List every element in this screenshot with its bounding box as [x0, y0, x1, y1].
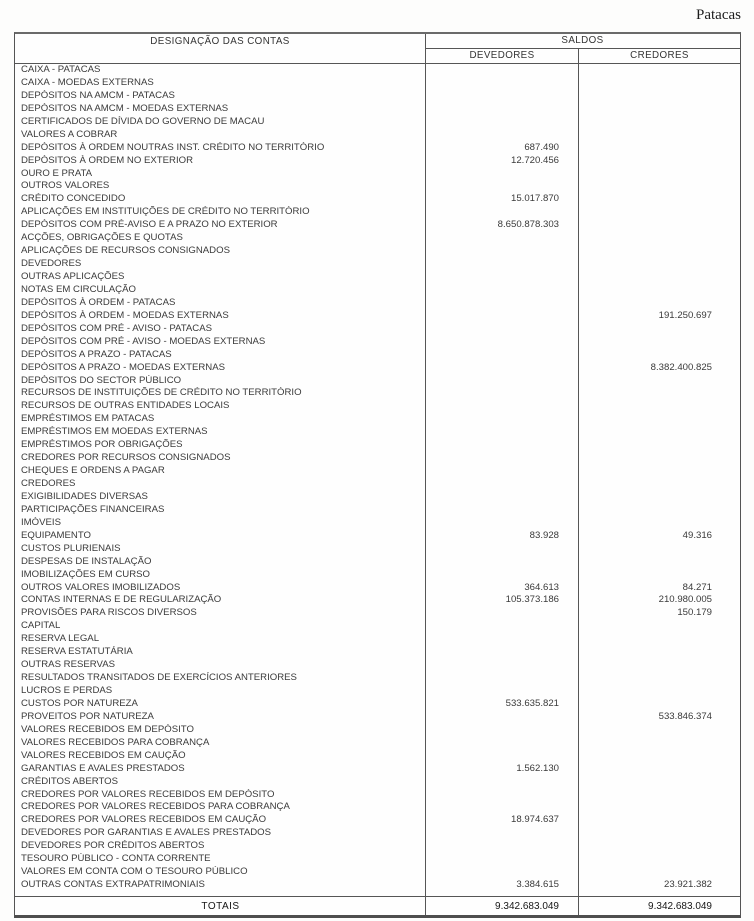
table-row: [15, 439, 740, 452]
account-name: OUTRAS RESERVAS: [21, 659, 116, 671]
account-name: DEPÓSITOS A PRAZO - PATACAS: [21, 348, 172, 360]
table-row: [15, 465, 740, 478]
devedores-value: [426, 180, 579, 193]
account-name: CREDORES POR RECURSOS CONSIGNADOS: [21, 452, 231, 464]
table-row: [15, 206, 740, 219]
header-designacao: DESIGNAÇÃO DAS CONTAS: [150, 36, 290, 47]
credores-value: [579, 219, 740, 232]
devedores-value: [426, 400, 579, 413]
account-name: DEPÓSITOS COM PRÉ - AVISO - MOEDAS EXTERNAS: [21, 335, 266, 347]
totals-label: TOTAIS: [201, 900, 240, 912]
table-row: [15, 814, 740, 827]
account-name: OUTRAS CONTAS EXTRAPATRIMONIAIS: [21, 879, 205, 891]
devedores-value: [426, 206, 579, 219]
devedores-value: 12.720.456: [510, 154, 559, 166]
account-name: VALORES RECEBIDOS PARA COBRANÇA: [21, 736, 210, 748]
credores-value: [579, 297, 740, 310]
table-row: [15, 426, 740, 439]
devedores-value: [426, 439, 579, 452]
credores-value: [579, 853, 740, 866]
account-name: OUTROS VALORES: [21, 180, 110, 192]
account-name: RECURSOS DE OUTRAS ENTIDADES LOCAIS: [21, 400, 230, 412]
account-name: DEPÓSITOS COM PRÉ - AVISO - PATACAS: [21, 322, 213, 334]
devedores-value: [426, 245, 579, 258]
account-name: CREDORES POR VALORES RECEBIDOS PARA COBRANÇA: [21, 801, 290, 813]
credores-value: 23.921.382: [663, 879, 712, 891]
devedores-value: [426, 323, 579, 336]
devedores-value: [426, 116, 579, 129]
devedores-value: 364.613: [524, 581, 559, 593]
table-row: [15, 193, 740, 206]
account-name: DEPÓSITOS COM PRÉ-AVISO E A PRAZO NO EXTERIOR: [21, 219, 278, 231]
credores-value: 150.179: [677, 607, 712, 619]
table-body: [15, 64, 740, 896]
credores-value: 210.980.005: [658, 594, 712, 606]
account-name: EMPRÉSTIMOS EM MOEDAS EXTERNAS: [21, 426, 208, 438]
account-name: OUTRAS APLICAÇÕES: [21, 271, 125, 282]
credores-value: [579, 776, 740, 789]
totals-devedores: 9.342.683.049: [495, 900, 559, 912]
credores-value: [579, 426, 740, 439]
table-row: [15, 258, 740, 271]
account-name: IMOBILIZAÇÕES EM CURSO: [21, 568, 151, 580]
devedores-value: [426, 724, 579, 737]
table-row: [15, 517, 740, 530]
account-name: APLICAÇÕES DE RECURSOS CONSIGNADOS: [21, 245, 230, 257]
table-row: [15, 556, 740, 569]
devedores-value: [426, 659, 579, 672]
table-row: [15, 180, 740, 193]
credores-value: [579, 517, 740, 530]
devedores-value: [426, 465, 579, 478]
devedores-value: [426, 866, 579, 879]
devedores-value: [426, 452, 579, 465]
account-name: NOTAS EM CIRCULAÇÃO: [21, 283, 136, 295]
account-name: DEPÓSITOS À ORDEM NOUTRAS INST. CRÉDITO NO TERRITÓRIO: [21, 141, 325, 153]
credores-value: [579, 323, 740, 336]
credores-value: [579, 763, 740, 776]
account-name: DEVEDORES POR GARANTIAS E AVALES PRESTADOS: [21, 827, 272, 839]
devedores-value: [426, 375, 579, 388]
credores-value: [579, 672, 740, 685]
account-name: DEPÓSITOS NA AMCM - PATACAS: [21, 89, 175, 101]
table-row: [15, 245, 740, 258]
devedores-value: [426, 168, 579, 181]
devedores-value: [426, 620, 579, 633]
saldos-underline: [425, 48, 740, 49]
account-name: EMPRÉSTIMOS POR OBRIGAÇÕES: [21, 439, 183, 451]
credores-value: [579, 698, 740, 711]
devedores-value: 3.384.615: [516, 879, 559, 891]
credores-value: [579, 103, 740, 116]
devedores-value: [426, 64, 579, 77]
account-name: CONTAS INTERNAS E DE REGULARIZAÇÃO: [21, 594, 222, 606]
table-row: [15, 672, 740, 685]
devedores-value: [426, 827, 579, 840]
credores-value: [579, 77, 740, 90]
table-row: [15, 413, 740, 426]
table-row: [15, 801, 740, 814]
table-row: [15, 504, 740, 517]
account-name: VALORES RECEBIDOS EM CAUÇÃO: [21, 749, 186, 761]
totals-row: [15, 897, 740, 915]
credores-value: [579, 400, 740, 413]
credores-value: [579, 491, 740, 504]
credores-value: [579, 620, 740, 633]
table-row: [15, 310, 740, 323]
account-name: CAIXA - MOEDAS EXTERNAS: [21, 76, 154, 88]
devedores-value: [426, 750, 579, 763]
credores-value: [579, 258, 740, 271]
credores-value: [579, 232, 740, 245]
credores-value: [579, 750, 740, 763]
table-row: [15, 724, 740, 737]
account-name: CHEQUES E ORDENS A PAGAR: [21, 465, 165, 477]
devedores-value: [426, 569, 579, 582]
devedores-value: [426, 853, 579, 866]
credores-value: [579, 633, 740, 646]
account-name: VALORES RECEBIDOS EM DEPÓSITO: [21, 723, 194, 735]
credores-value: [579, 64, 740, 77]
devedores-value: [426, 478, 579, 491]
devedores-value: [426, 776, 579, 789]
devedores-value: [426, 297, 579, 310]
account-name: EXIGIBILIDADES DIVERSAS: [21, 490, 148, 502]
devedores-value: 8.650.878.303: [497, 219, 559, 231]
account-name: CREDORES POR VALORES RECEBIDOS EM DEPÓSITO: [21, 788, 275, 800]
credores-value: [579, 866, 740, 879]
account-name: CRÉDITO CONCEDIDO: [21, 193, 126, 205]
table-row: [15, 646, 740, 659]
credores-value: [579, 840, 740, 853]
account-name: APLICAÇÕES EM INSTITUIÇÕES DE CRÉDITO NO TERRITÓRIO: [21, 206, 310, 218]
table-row: [15, 155, 740, 168]
account-name: PARTICIPAÇÕES FINANCEIRAS: [21, 503, 165, 515]
credores-value: [579, 556, 740, 569]
credores-value: [579, 646, 740, 659]
credores-value: 191.250.697: [658, 309, 712, 321]
account-name: DEVEDORES: [21, 258, 82, 270]
credores-value: [579, 180, 740, 193]
credores-value: [579, 543, 740, 556]
table-row: [15, 387, 740, 400]
account-name: RESERVA LEGAL: [21, 633, 100, 645]
account-name: PROVEITOS POR NATUREZA: [21, 710, 154, 722]
table-row: [15, 569, 740, 582]
credores-value: [579, 478, 740, 491]
currency-label: Patacas: [696, 7, 741, 23]
credores-value: [579, 789, 740, 802]
account-name: PROVISÕES PARA RISCOS DIVERSOS: [21, 607, 197, 619]
account-name: GARANTIAS E AVALES PRESTADOS: [21, 762, 185, 774]
account-name: DEPÓSITOS NA AMCM - MOEDAS EXTERNAS: [21, 102, 229, 114]
devedores-value: [426, 284, 579, 297]
account-name: CAPITAL: [21, 620, 61, 632]
table-row: [15, 776, 740, 789]
table-row: [15, 284, 740, 297]
account-name: IMÓVEIS: [21, 516, 61, 528]
column-divider-2: [578, 48, 579, 915]
credores-value: [579, 168, 740, 181]
devedores-value: [426, 801, 579, 814]
account-name: OURO E PRATA: [21, 167, 93, 179]
account-name: CERTIFICADOS DE DÍVIDA DO GOVERNO DE MACAU: [21, 115, 265, 127]
table-row: [15, 879, 740, 892]
table-row: [15, 491, 740, 504]
account-name: EQUIPAMENTO: [21, 529, 92, 541]
table-row: [15, 400, 740, 413]
devedores-value: [426, 413, 579, 426]
table-row: [15, 594, 740, 607]
table-row: [15, 116, 740, 129]
credores-value: [579, 375, 740, 388]
devedores-value: [426, 232, 579, 245]
credores-value: 84.271: [682, 581, 712, 593]
table-row: [15, 530, 740, 543]
devedores-value: [426, 362, 579, 375]
header-saldos: SALDOS: [561, 35, 604, 46]
totals-credores: 9.342.683.049: [648, 900, 712, 912]
credores-value: [579, 142, 740, 155]
credores-value: [579, 90, 740, 103]
devedores-value: [426, 491, 579, 504]
devedores-value: [426, 336, 579, 349]
table-row: [15, 607, 740, 620]
credores-value: [579, 284, 740, 297]
devedores-value: [426, 556, 579, 569]
account-name: DEPÓSITOS À ORDEM - PATACAS: [21, 296, 176, 308]
table-row: [15, 323, 740, 336]
credores-value: [579, 465, 740, 478]
devedores-value: [426, 426, 579, 439]
devedores-value: 533.635.821: [505, 697, 559, 709]
table-row: [15, 763, 740, 776]
table-row: [15, 698, 740, 711]
devedores-value: 15.017.870: [510, 193, 559, 205]
table-row: [15, 219, 740, 232]
credores-value: [579, 336, 740, 349]
credores-value: [579, 206, 740, 219]
devedores-value: [426, 543, 579, 556]
account-name: DEPÓSITOS A PRAZO - MOEDAS EXTERNAS: [21, 361, 226, 373]
devedores-value: [426, 349, 579, 362]
devedores-value: [426, 789, 579, 802]
credores-value: [579, 193, 740, 206]
devedores-value: [426, 103, 579, 116]
devedores-value: 687.490: [524, 141, 559, 153]
devedores-value: 1.562.130: [516, 762, 559, 774]
header-credores: CREDORES: [630, 50, 689, 61]
header-devedores: DEVEDORES: [469, 50, 535, 61]
table-row: [15, 452, 740, 465]
table-row: [15, 142, 740, 155]
account-name: CUSTOS POR NATUREZA: [21, 697, 138, 709]
account-name: RESULTADOS TRANSITADOS DE EXERCÍCIOS ANTERIORES: [21, 672, 297, 684]
credores-value: 49.316: [682, 529, 712, 541]
column-divider-1: [425, 34, 426, 915]
devedores-value: [426, 840, 579, 853]
credores-value: [579, 724, 740, 737]
accounts-table: [14, 32, 741, 918]
credores-value: [579, 569, 740, 582]
account-name: LUCROS E PERDAS: [21, 685, 113, 696]
credores-value: [579, 271, 740, 284]
devedores-value: [426, 633, 579, 646]
account-name: CRÉDITOS ABERTOS: [21, 775, 119, 787]
table-row: [15, 103, 740, 116]
devedores-value: [426, 77, 579, 90]
table-row: [15, 271, 740, 284]
account-name: CAIXA - PATACAS: [21, 64, 101, 75]
devedores-value: [426, 129, 579, 142]
table-row: [15, 77, 740, 90]
account-name: RESERVA ESTATUTÁRIA: [21, 646, 133, 658]
credores-value: [579, 801, 740, 814]
table-row: [15, 64, 740, 77]
credores-value: [579, 504, 740, 517]
credores-value: [579, 387, 740, 400]
devedores-value: [426, 310, 579, 323]
table-row: [15, 659, 740, 672]
account-name: ACÇÕES, OBRIGAÇÕES E QUOTAS: [21, 232, 183, 244]
account-name: DEPÓSITOS À ORDEM - MOEDAS EXTERNAS: [21, 309, 229, 321]
table-row: [15, 168, 740, 181]
account-name: CUSTOS PLURIENAIS: [21, 542, 121, 554]
credores-value: [579, 155, 740, 168]
table-row: [15, 90, 740, 103]
devedores-value: [426, 607, 579, 620]
devedores-value: [426, 711, 579, 724]
table-row: [15, 375, 740, 388]
account-name: OUTROS VALORES IMOBILIZADOS: [21, 581, 181, 593]
table-row: [15, 840, 740, 853]
table-row: [15, 866, 740, 879]
devedores-value: [426, 504, 579, 517]
credores-value: [579, 737, 740, 750]
devedores-value: [426, 271, 579, 284]
table-row: [15, 478, 740, 491]
table-row: [15, 750, 740, 763]
devedores-value: [426, 685, 579, 698]
account-name: VALORES A COBRAR: [21, 128, 118, 140]
table-row: [15, 336, 740, 349]
devedores-value: [426, 90, 579, 103]
table-row: [15, 737, 740, 750]
table-row: [15, 582, 740, 595]
credores-value: [579, 439, 740, 452]
credores-value: 533.846.374: [658, 710, 712, 722]
table-row: [15, 297, 740, 310]
account-name: DEVEDORES POR CRÉDITOS ABERTOS: [21, 840, 205, 852]
devedores-value: [426, 517, 579, 530]
table-row: [15, 349, 740, 362]
account-name: TESOURO PÚBLICO - CONTA CORRENTE: [21, 853, 211, 865]
credores-value: [579, 116, 740, 129]
account-name: CREDORES POR VALORES RECEBIDOS EM CAUÇÃO: [21, 814, 267, 826]
account-name: CREDORES: [21, 478, 76, 489]
table-row: [15, 685, 740, 698]
account-name: RECURSOS DE INSTITUIÇÕES DE CRÉDITO NO TERRITÓRIO: [21, 387, 302, 399]
devedores-value: 18.974.637: [510, 814, 559, 826]
devedores-value: [426, 646, 579, 659]
table-row: [15, 633, 740, 646]
credores-value: [579, 349, 740, 362]
credores-value: [579, 827, 740, 840]
table-row: [15, 362, 740, 375]
credores-value: [579, 685, 740, 698]
credores-value: [579, 245, 740, 258]
devedores-value: [426, 387, 579, 400]
table-row: [15, 789, 740, 802]
table-row: [15, 543, 740, 556]
account-name: EMPRÉSTIMOS EM PATACAS: [21, 413, 155, 425]
credores-value: [579, 413, 740, 426]
credores-value: 8.382.400.825: [650, 361, 712, 373]
table-row: [15, 232, 740, 245]
devedores-value: 83.928: [529, 529, 559, 541]
devedores-value: [426, 737, 579, 750]
table-row: [15, 129, 740, 142]
account-name: DEPÓSITOS À ORDEM NO EXTERIOR: [21, 154, 194, 166]
account-name: VALORES EM CONTA COM O TESOURO PÚBLICO: [21, 866, 248, 878]
account-name: DEPÓSITOS DO SECTOR PÚBLICO: [21, 374, 182, 386]
table-row: [15, 853, 740, 866]
devedores-value: 105.373.186: [505, 594, 559, 606]
account-name: DESPESAS DE INSTALAÇÃO: [21, 555, 152, 567]
credores-value: [579, 814, 740, 827]
credores-value: [579, 659, 740, 672]
credores-value: [579, 452, 740, 465]
table-row: [15, 827, 740, 840]
table-row: [15, 620, 740, 633]
table-row: [15, 711, 740, 724]
devedores-value: [426, 258, 579, 271]
credores-value: [579, 129, 740, 142]
devedores-value: [426, 672, 579, 685]
